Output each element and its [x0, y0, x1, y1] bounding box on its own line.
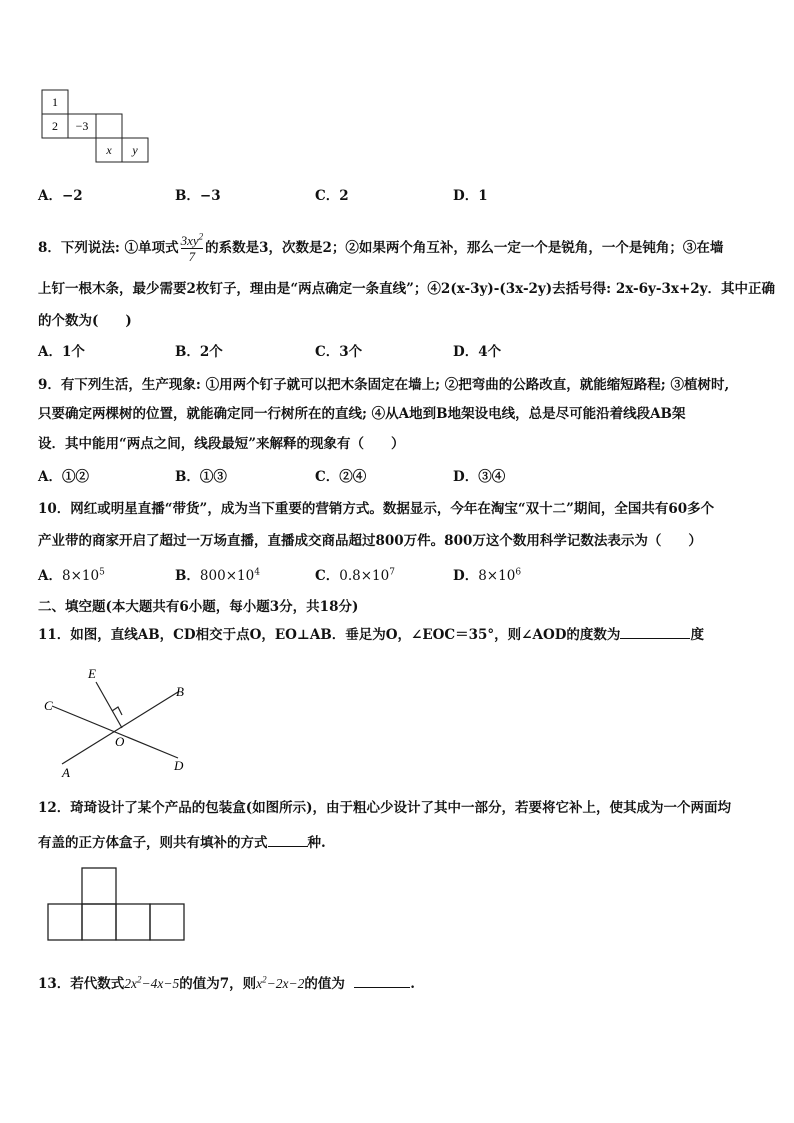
label-D: D — [174, 758, 184, 773]
q10-line1: 10．网红或明星直播“带货”，成为当下重要的营销方式。数据显示，今年在淘宝“双十二”期间，全国共有60多个 — [38, 501, 715, 517]
q8-option-a[interactable]: A．1个 — [38, 344, 85, 360]
q9-line1: 9．有下列生活，生产现象: ①用两个钉子就可以把木条固定在墙上; ②把弯曲的公路改直，就能缩短路程; ③植树时, — [38, 377, 730, 393]
q9-option-a[interactable]: A．①② — [38, 469, 89, 485]
grid-cell-2: 2 — [52, 119, 58, 133]
q11-lines-figure — [40, 660, 200, 780]
q7-option-a[interactable]: A．−2 — [38, 188, 83, 204]
q12-line1: 12．琦琦设计了某个产品的包装盒(如图所示)，由于粗心少设计了其中一部分，若要将它补上，使其成为一个两面均 — [38, 800, 732, 816]
grid-cell-1: 1 — [52, 95, 58, 109]
label-O: O — [115, 734, 125, 749]
q7-option-d[interactable]: D．1 — [453, 188, 488, 204]
grid-cell-x: x — [106, 143, 112, 157]
q13-expr1: $2x^2-4x-5$ — [124, 974, 180, 991]
q10-line2: 产业带的商家开启了超过一万场直播，直播成交商品超过800万件。800万这个数用科学记数法表示为（ ） — [38, 533, 702, 549]
q9-line3: 设．其中能用“两点之间，线段最短”来解释的现象有（ ） — [38, 436, 405, 452]
q13-answer-blank[interactable] — [354, 973, 410, 988]
q11-text: 11．如图，直线AB，CD相交于点O，EO⊥AB．垂足为O，∠EOC＝35°，则∠AOD的度数为 度 — [38, 624, 704, 644]
number-grid-figure — [40, 88, 152, 168]
q8-line3: 的个数为( ) — [38, 313, 132, 329]
q9-option-c[interactable]: C．②④ — [315, 469, 367, 485]
q8-option-b[interactable]: B．2个 — [175, 344, 223, 360]
q7-option-b[interactable]: B．−3 — [175, 188, 221, 204]
cube-net-figure — [46, 866, 190, 946]
q13-expr2: $x^2-2x-2$ — [256, 974, 305, 991]
q8-line1: 8．下列说法: ①单项式 $\frac{3xy^2}{7}$ 的系数是3，次数是2；②如果两个角互补，那么一定一个是锐角，一个是钝角；③在墙 — [38, 231, 724, 264]
q10-option-d[interactable]: D．$8\times 10^6$ — [453, 567, 522, 584]
q12-answer-blank[interactable] — [268, 832, 308, 847]
q7-option-c[interactable]: C．2 — [315, 188, 349, 204]
label-B: B — [176, 684, 184, 699]
label-C: C — [44, 698, 53, 713]
grid-cell-3: −3 — [75, 119, 89, 133]
q10-option-a[interactable]: A．$8\times 10^5$ — [38, 567, 105, 584]
q9-line2: 只要确定两棵树的位置，就能确定同一行树所在的直线; ④从A地到B地架设电线，总是尽可能沿着线段AB架 — [38, 406, 686, 422]
q8-option-d[interactable]: D．4个 — [453, 344, 502, 360]
q8-option-c[interactable]: C．3个 — [315, 344, 363, 360]
label-E: E — [88, 666, 96, 681]
section2-title: 二、填空题(本大题共有6小题，每小题3分，共18分) — [38, 599, 359, 615]
q9-option-d[interactable]: D．③④ — [453, 469, 506, 485]
q11-answer-blank[interactable] — [620, 624, 690, 639]
q12-line2: 有盖的正方体盒子，则共有填补的方式 种. — [38, 832, 326, 852]
label-A: A — [62, 765, 70, 780]
q13-text: 13．若代数式$2x^2-4x-5$的值为7，则$x^2-2x-2$的值为 . — [38, 974, 415, 992]
q9-option-b[interactable]: B．①③ — [175, 469, 227, 485]
q8-fraction: $\frac{3xy^2}{7}$ — [180, 231, 204, 264]
grid-cell-y: y — [132, 143, 138, 157]
q10-option-c[interactable]: C．$0.8\times 10^7$ — [315, 567, 395, 584]
q10-option-b[interactable]: B．$800\times 10^4$ — [175, 567, 260, 584]
q8-line2: 上钉一根木条，最少需要2枚钉子，理由是“两点确定一条直线”；④2(x-3y)-(3x-2y)去括号得: 2x-6y-3x+2y．其中正确 — [38, 281, 775, 297]
